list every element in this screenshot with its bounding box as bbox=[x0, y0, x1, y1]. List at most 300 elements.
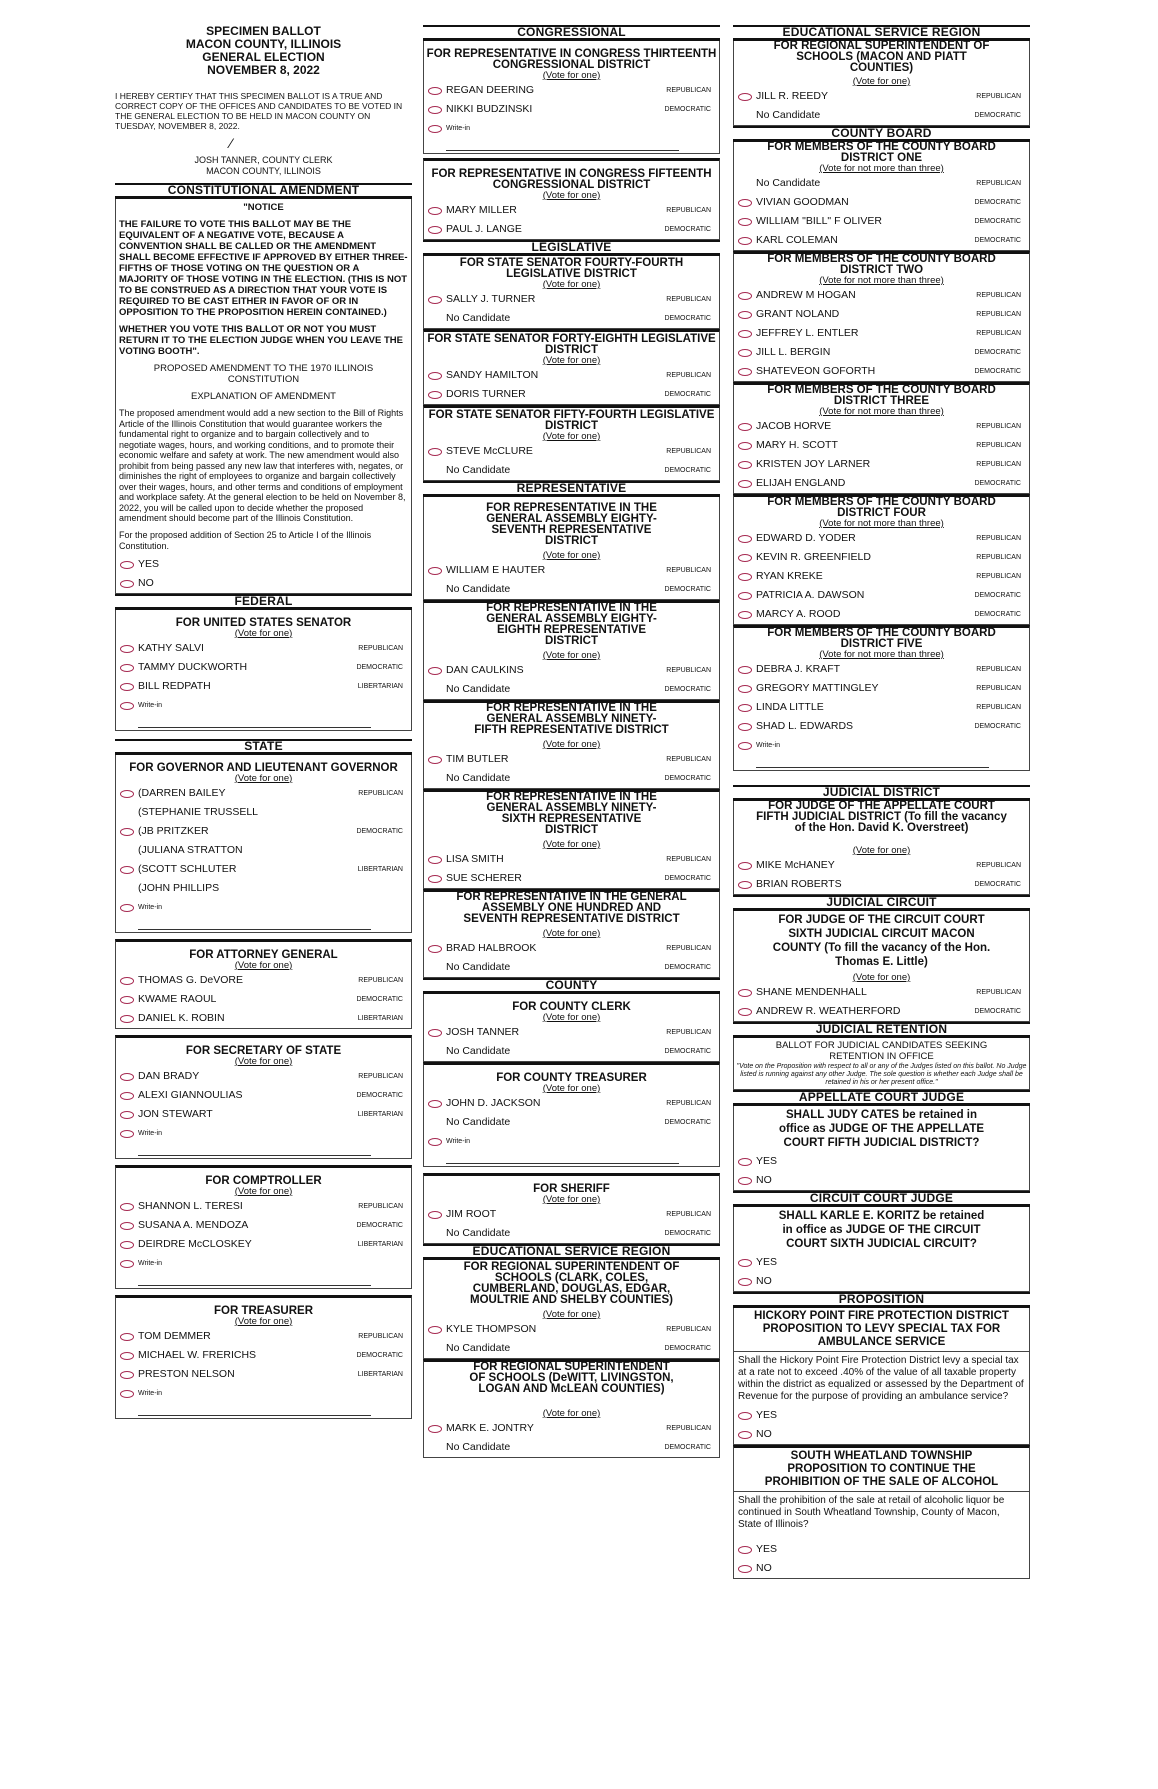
candidate-name: KATHY SALVI bbox=[138, 641, 204, 654]
ballot-oval-icon[interactable] bbox=[738, 881, 752, 889]
party-label: DEMOCRATIC bbox=[974, 611, 1021, 618]
amendment-box bbox=[115, 199, 412, 594]
ballot-oval-icon[interactable] bbox=[738, 535, 752, 543]
ballot-oval-icon[interactable] bbox=[738, 349, 752, 357]
ballot-oval-icon[interactable] bbox=[120, 1073, 134, 1081]
candidate-option[interactable] bbox=[116, 1327, 411, 1346]
candidate-name: LINDA LITTLE bbox=[756, 701, 824, 713]
party-label: REPUBLICAN bbox=[976, 180, 1021, 187]
candidate-name: JEFFREY L. ENTLER bbox=[756, 327, 859, 339]
party-label: LIBERTARIAN bbox=[357, 1370, 403, 1378]
ballot-oval-icon[interactable] bbox=[120, 1015, 134, 1023]
ballot-oval-icon[interactable] bbox=[428, 448, 442, 456]
ballot-oval-icon[interactable] bbox=[428, 296, 442, 304]
ballot-oval-icon[interactable] bbox=[738, 93, 752, 101]
ballot-oval-icon[interactable] bbox=[738, 1412, 752, 1420]
ballot-oval-icon[interactable] bbox=[428, 1211, 442, 1219]
party-label: DEMOCRATIC bbox=[664, 315, 711, 322]
candidate-option[interactable] bbox=[734, 455, 1029, 474]
ballot-oval-icon[interactable] bbox=[738, 218, 752, 226]
ballot-oval-icon[interactable] bbox=[428, 226, 442, 234]
contest-superintendent-2 bbox=[423, 1359, 720, 1458]
candidate-name: SUE SCHERER bbox=[446, 872, 522, 884]
option-label: YES bbox=[756, 1543, 778, 1555]
ballot-column-1 bbox=[115, 25, 412, 1419]
candidate-option[interactable] bbox=[424, 1205, 719, 1224]
write-in-line[interactable] bbox=[446, 142, 679, 151]
ballot-oval-icon[interactable] bbox=[428, 125, 442, 133]
write-in-option[interactable] bbox=[116, 1384, 411, 1403]
section-judicial-circuit: JUDICIAL CIRCUIT bbox=[733, 895, 1030, 911]
candidate-option[interactable] bbox=[116, 1235, 411, 1254]
ballot-oval-icon[interactable] bbox=[428, 875, 442, 883]
section-appellate-court-judge: APPELLATE COURT JUDGE bbox=[733, 1090, 1030, 1106]
option-no[interactable] bbox=[734, 1425, 1029, 1444]
option-no[interactable] bbox=[734, 1171, 1029, 1190]
ballot-oval-icon[interactable] bbox=[428, 1138, 442, 1146]
candidate-option[interactable] bbox=[734, 417, 1029, 436]
section-judicial-district: JUDICIAL DISTRICT bbox=[733, 785, 1030, 801]
notice-title: "NOTICE bbox=[243, 202, 284, 213]
ballot-oval-icon[interactable] bbox=[738, 685, 752, 693]
ballot-oval-icon[interactable] bbox=[120, 790, 134, 798]
ballot-oval-icon[interactable] bbox=[738, 480, 752, 488]
ballot-oval-icon[interactable] bbox=[120, 1241, 134, 1249]
ballot-oval-icon[interactable] bbox=[120, 664, 134, 672]
candidate-option[interactable] bbox=[734, 362, 1029, 381]
write-in-label: Write-in bbox=[138, 1389, 162, 1397]
write-in-line[interactable] bbox=[138, 719, 371, 728]
candidate-option[interactable] bbox=[734, 305, 1029, 324]
candidate-name: MARY H. SCOTT bbox=[756, 439, 838, 451]
ballot-oval-icon[interactable] bbox=[120, 996, 134, 1004]
clerk-county: MACON COUNTY, ILLINOIS bbox=[206, 166, 321, 176]
ballot-oval-icon[interactable] bbox=[428, 945, 442, 953]
ballot-oval-icon[interactable] bbox=[738, 1259, 752, 1267]
candidate-option[interactable] bbox=[734, 660, 1029, 679]
option-yes[interactable] bbox=[734, 1406, 1029, 1425]
candidate-option[interactable] bbox=[116, 1346, 411, 1365]
ballot-oval-icon[interactable] bbox=[738, 1431, 752, 1439]
candidate-option[interactable] bbox=[424, 366, 719, 385]
write-in-line[interactable] bbox=[756, 759, 989, 768]
candidate-name: PATRICIA A. DAWSON bbox=[756, 589, 865, 601]
ballot-oval-icon[interactable] bbox=[120, 1371, 134, 1379]
ballot-oval-icon[interactable] bbox=[428, 1100, 442, 1108]
candidate-option[interactable] bbox=[116, 1365, 411, 1384]
ballot-oval-icon[interactable] bbox=[738, 311, 752, 319]
ballot-oval-icon[interactable] bbox=[738, 368, 752, 376]
contest-board-district-4 bbox=[733, 494, 1030, 625]
option-label: NO bbox=[756, 1174, 772, 1186]
candidate-name: EDWARD D. YODER bbox=[756, 532, 856, 544]
retention-koritz bbox=[733, 1207, 1030, 1292]
no-candidate bbox=[424, 1113, 719, 1132]
ballot-oval-icon[interactable] bbox=[120, 580, 134, 588]
candidate-option[interactable] bbox=[424, 561, 719, 580]
candidate-option[interactable] bbox=[734, 698, 1029, 717]
ballot-oval-icon[interactable] bbox=[738, 704, 752, 712]
candidate-name: JILL R. REEDY bbox=[756, 90, 828, 102]
candidate-option[interactable] bbox=[734, 231, 1029, 250]
party-label: DEMOCRATIC bbox=[974, 199, 1021, 206]
no-candidate bbox=[424, 1042, 719, 1061]
candidate-option[interactable] bbox=[734, 529, 1029, 548]
write-in-line[interactable] bbox=[138, 1147, 371, 1156]
candidate-option[interactable] bbox=[424, 939, 719, 958]
option-no[interactable] bbox=[116, 574, 411, 593]
party-label: DEMOCRATIC bbox=[664, 106, 711, 113]
candidate-option[interactable] bbox=[424, 661, 719, 680]
candidate-option[interactable] bbox=[116, 658, 411, 677]
ballot-oval-icon[interactable] bbox=[738, 723, 752, 731]
candidate-option[interactable] bbox=[116, 677, 411, 696]
write-in-option[interactable] bbox=[424, 1132, 719, 1151]
ballot-oval-icon[interactable] bbox=[428, 667, 442, 675]
party-label: DEMOCRATIC bbox=[664, 1444, 711, 1451]
candidate-option[interactable] bbox=[424, 201, 719, 220]
candidate-option[interactable] bbox=[734, 324, 1029, 343]
retention-cates bbox=[733, 1106, 1030, 1191]
party-label: REPUBLICAN bbox=[976, 292, 1021, 299]
ballot-oval-icon[interactable] bbox=[738, 573, 752, 581]
office-title: FOR STATE SENATOR FOURTY-FOURTH LEGISLATIVE DISTRICT bbox=[459, 257, 684, 280]
candidate-option[interactable] bbox=[116, 1067, 411, 1086]
candidate-name: JACOB HORVE bbox=[756, 420, 832, 432]
write-in-line[interactable] bbox=[138, 921, 371, 930]
candidate-option[interactable] bbox=[734, 856, 1029, 875]
section-congressional: CONGRESSIONAL bbox=[423, 25, 720, 41]
ballot-oval-icon[interactable] bbox=[428, 391, 442, 399]
ballot-oval-icon[interactable] bbox=[738, 1546, 752, 1554]
candidate-option[interactable] bbox=[734, 212, 1029, 231]
vote-instruction: (Vote for one) bbox=[542, 650, 601, 661]
candidate-option[interactable] bbox=[734, 605, 1029, 624]
ballot-oval-icon[interactable] bbox=[428, 106, 442, 114]
candidate-name: TAMMY DUCKWORTH bbox=[138, 660, 248, 673]
party-label: DEMOCRATIC bbox=[356, 1351, 403, 1359]
contest-board-district-2 bbox=[733, 251, 1030, 382]
write-in-line[interactable] bbox=[138, 1407, 371, 1416]
candidate-option[interactable] bbox=[734, 567, 1029, 586]
candidate-option[interactable] bbox=[424, 442, 719, 461]
party-label: DEMOCRATIC bbox=[664, 226, 711, 233]
write-in-option[interactable] bbox=[424, 119, 719, 138]
ballot-oval-icon[interactable] bbox=[120, 1333, 134, 1341]
vote-instruction: (Vote for one) bbox=[542, 431, 601, 442]
candidate-option[interactable] bbox=[734, 586, 1029, 605]
ballot-oval-icon[interactable] bbox=[738, 292, 752, 300]
vote-instruction: (Vote for one) bbox=[542, 1194, 601, 1205]
ballot-oval-icon[interactable] bbox=[120, 904, 134, 912]
vote-instruction: (Vote for one) bbox=[542, 839, 601, 850]
party-label: REPUBLICAN bbox=[358, 644, 403, 652]
notice-text: THE FAILURE TO VOTE THIS BALLOT MAY BE THE EQUIVALENT OF A NEGATIVE VOTE, BECAUSE A CONVENTION SHALL BE CALLED OR THE AMENDMENT SHALL BECOME EFFECTIVE IF APPROVED BY EITHER THREE-FIFTHS OF THOSE VOTING ON THE QUESTION OR A MAJORITY OF THOSE VOTING IN THE ELECTION. (THIS IS NOT TO BE CONSTRUED AS A DIRECTION THAT YOUR VOTE IS REQUIRED TO BE CAST EITHER IN FAVOR OF OR IN OPPOSITION TO THE PROPOSITION HEREIN CONTAINED.) bbox=[119, 219, 408, 318]
no-candidate bbox=[424, 1339, 719, 1358]
candidate-option[interactable] bbox=[424, 869, 719, 888]
ballot-oval-icon[interactable] bbox=[738, 423, 752, 431]
candidate-option[interactable] bbox=[424, 1023, 719, 1042]
retention-instructions bbox=[733, 1038, 1030, 1090]
section-educational-service-region: EDUCATIONAL SERVICE REGION bbox=[423, 1244, 720, 1260]
ballot-oval-icon[interactable] bbox=[738, 330, 752, 338]
candidate-option[interactable] bbox=[116, 822, 411, 841]
write-in-option[interactable] bbox=[116, 1254, 411, 1273]
candidate-option[interactable] bbox=[424, 850, 719, 869]
party-label: DEMOCRATIC bbox=[664, 586, 711, 593]
signature-mark: ⁄ bbox=[230, 135, 233, 151]
office-title: FOR SHERIFF bbox=[533, 1183, 610, 1195]
candidate-name: (JB PRITZKER bbox=[138, 824, 209, 837]
candidate-name: SHANE MENDENHALL bbox=[756, 986, 867, 998]
party-label: REPUBLICAN bbox=[976, 461, 1021, 468]
candidate-option[interactable] bbox=[116, 1086, 411, 1105]
ballot-oval-icon[interactable] bbox=[738, 862, 752, 870]
party-label: DEMOCRATIC bbox=[974, 723, 1021, 730]
ballot-oval-icon[interactable] bbox=[120, 977, 134, 985]
candidate-name: No Candidate bbox=[446, 1227, 511, 1239]
write-in-line[interactable] bbox=[138, 1277, 371, 1286]
ballot-oval-icon[interactable] bbox=[120, 1130, 134, 1138]
contest-rep-87 bbox=[423, 497, 720, 600]
option-label: YES bbox=[756, 1409, 778, 1421]
candidate-option[interactable] bbox=[424, 750, 719, 769]
contest-appellate-court bbox=[733, 801, 1030, 895]
candidate-name: JIM ROOT bbox=[446, 1208, 497, 1220]
return-text: WHETHER YOU VOTE THIS BALLOT OR NOT YOU MUST RETURN IT TO THE ELECTION JUDGE WHEN YOU LEAVE THE VOTING BOOTH". bbox=[119, 324, 403, 357]
ballot-oval-icon[interactable] bbox=[120, 866, 134, 874]
ballot-oval-icon[interactable] bbox=[120, 1390, 134, 1398]
party-label: LIBERTARIAN bbox=[357, 1014, 403, 1022]
candidate-option[interactable] bbox=[734, 679, 1029, 698]
candidate-option[interactable] bbox=[734, 474, 1029, 493]
ballot-oval-icon[interactable] bbox=[738, 666, 752, 674]
candidate-name: JON STEWART bbox=[138, 1107, 213, 1120]
candidate-name: No Candidate bbox=[446, 1045, 511, 1057]
party-label: LIBERTARIAN bbox=[357, 1240, 403, 1248]
proposition-south-wheatland bbox=[733, 1445, 1030, 1579]
contest-county-clerk bbox=[423, 994, 720, 1062]
explanation-text: The proposed amendment would add a new section to the Bill of Rights Article of the Illinois Constitution that would guarantee workers the fundamental right to organize and to bargain collectively and to negotiate wages, hours, and working conditions, and to promote their economic welfare and safety at work. The new amendment would also prohibit from being passed any new law that interferes with, negates, or diminishes the right of employees to organize and bargain collectively over their wages, hours, and other terms and conditions of employment and workplace safety. At the general election to be held on November 8, 2022, you will be called upon to decide whether the proposed amendment should become part of the Illinois Constitution. bbox=[119, 408, 406, 523]
candidate-name: (DARREN BAILEY bbox=[138, 786, 226, 799]
ballot-oval-icon[interactable] bbox=[738, 742, 752, 750]
ballot-oval-icon[interactable] bbox=[120, 702, 134, 710]
option-label: NO bbox=[756, 1275, 772, 1287]
candidate-name: REGAN DEERING bbox=[446, 84, 535, 96]
candidate-option[interactable] bbox=[424, 385, 719, 404]
ballot-oval-icon[interactable] bbox=[120, 683, 134, 691]
party-label: DEMOCRATIC bbox=[974, 112, 1021, 119]
ballot-oval-icon[interactable] bbox=[120, 1092, 134, 1100]
candidate-option[interactable] bbox=[116, 1105, 411, 1124]
candidate-option[interactable] bbox=[734, 193, 1029, 212]
write-in-line[interactable] bbox=[446, 1155, 679, 1164]
contest-us-senator bbox=[115, 610, 412, 731]
candidate-option[interactable] bbox=[424, 81, 719, 100]
ballot-oval-icon[interactable] bbox=[428, 856, 442, 864]
vote-instruction: (Vote for one) bbox=[542, 70, 601, 81]
candidate-option[interactable] bbox=[734, 436, 1029, 455]
header-line: MACON COUNTY, ILLINOIS bbox=[185, 37, 342, 51]
vote-instruction: (Vote for one) bbox=[542, 355, 601, 366]
party-label: LIBERTARIAN bbox=[357, 865, 403, 873]
ballot-oval-icon[interactable] bbox=[428, 87, 442, 95]
candidate-name: GREGORY MATTINGLEY bbox=[756, 682, 879, 694]
write-in-option[interactable] bbox=[116, 898, 411, 917]
contest-rep-96 bbox=[423, 789, 720, 889]
candidate-option[interactable] bbox=[116, 1216, 411, 1235]
candidate-option[interactable] bbox=[424, 220, 719, 239]
contest-superintendent-3 bbox=[733, 41, 1030, 126]
ballot-oval-icon[interactable] bbox=[428, 567, 442, 575]
candidate-option[interactable] bbox=[116, 860, 411, 879]
candidate-option[interactable] bbox=[734, 875, 1029, 894]
header-line: GENERAL ELECTION bbox=[202, 50, 325, 64]
party-label: REPUBLICAN bbox=[976, 330, 1021, 337]
ballot-oval-icon[interactable] bbox=[738, 611, 752, 619]
office-title: FOR MEMBERS OF THE COUNTY BOARD DISTRICT FOUR bbox=[767, 496, 996, 519]
ballot-oval-icon[interactable] bbox=[120, 828, 134, 836]
office-title: FOR MEMBERS OF THE COUNTY BOARD DISTRICT THREE bbox=[767, 384, 996, 407]
ballot-oval-icon[interactable] bbox=[428, 1326, 442, 1334]
candidate-name: DEIRDRE McCLOSKEY bbox=[138, 1237, 252, 1250]
vote-instruction: (Vote for one) bbox=[542, 928, 601, 939]
ballot-oval-icon[interactable] bbox=[738, 442, 752, 450]
vote-instruction: (Vote for one) bbox=[852, 76, 911, 87]
candidate-option[interactable] bbox=[424, 290, 719, 309]
candidate-option[interactable] bbox=[734, 343, 1029, 362]
section-circuit-court-judge: CIRCUIT COURT JUDGE bbox=[733, 1191, 1030, 1207]
party-label: REPUBLICAN bbox=[666, 1425, 711, 1432]
candidate-option[interactable] bbox=[424, 100, 719, 119]
ballot-oval-icon[interactable] bbox=[120, 1111, 134, 1119]
contest-rep-107 bbox=[423, 889, 720, 978]
option-no[interactable] bbox=[734, 1559, 1029, 1578]
retention-note: "Vote on the Proposition with respect to all or any of the Judges listed on this ballot. No Judge listed is running against any other Judge. The sole question is whether each Judge shall be retained in his or her present office." bbox=[736, 1063, 1027, 1086]
candidate-name: TIM BUTLER bbox=[446, 753, 509, 765]
ballot-oval-icon[interactable] bbox=[428, 372, 442, 380]
write-in-option[interactable] bbox=[116, 1124, 411, 1143]
candidate-option[interactable] bbox=[116, 639, 411, 658]
candidate-name: SHATEVEON GOFORTH bbox=[756, 365, 876, 377]
option-label: YES bbox=[756, 1256, 778, 1268]
candidate-option[interactable] bbox=[734, 717, 1029, 736]
candidate-option[interactable] bbox=[734, 1002, 1029, 1021]
ballot-oval-icon[interactable] bbox=[120, 1260, 134, 1268]
contest-rep-88 bbox=[423, 600, 720, 700]
party-label: REPUBLICAN bbox=[358, 1072, 403, 1080]
candidate-option[interactable] bbox=[734, 548, 1029, 567]
candidate-name: No Candidate bbox=[446, 1342, 511, 1354]
contest-senate-44 bbox=[423, 256, 720, 329]
section-state: STATE bbox=[115, 739, 412, 755]
candidate-name: KWAME RAOUL bbox=[138, 992, 217, 1005]
ballot-oval-icon[interactable] bbox=[428, 1029, 442, 1037]
ballot-oval-icon[interactable] bbox=[738, 554, 752, 562]
retention-question: SHALL KARLE E. KORITZ be retained in office as JUDGE OF THE CIRCUIT COURT SIXTH JUDICIAL CIRCUIT? bbox=[778, 1210, 985, 1250]
candidate-option[interactable] bbox=[116, 990, 411, 1009]
option-yes[interactable] bbox=[116, 555, 411, 574]
write-in-label: Write-in bbox=[138, 701, 162, 709]
ballot-oval-icon[interactable] bbox=[738, 1278, 752, 1286]
candidate-name: KARL COLEMAN bbox=[756, 234, 838, 246]
candidate-name: ANDREW R. WEATHERFORD bbox=[756, 1005, 901, 1017]
ballot-oval-icon[interactable] bbox=[738, 1177, 752, 1185]
party-label: REPUBLICAN bbox=[976, 573, 1021, 580]
contest-board-district-1 bbox=[733, 142, 1030, 251]
candidate-option[interactable] bbox=[116, 971, 411, 990]
ballot-oval-icon[interactable] bbox=[428, 756, 442, 764]
office-title: FOR JUDGE OF THE CIRCUIT COURT SIXTH JUDICIAL CIRCUIT MACON COUNTY (To fill the vacancy of the Hon. Thomas E. Little) bbox=[772, 914, 991, 968]
candidate-name: No Candidate bbox=[446, 464, 511, 476]
ballot-oval-icon[interactable] bbox=[120, 561, 134, 569]
candidate-name: No Candidate bbox=[446, 961, 511, 973]
option-yes[interactable] bbox=[734, 1253, 1029, 1272]
contest-congress-13 bbox=[423, 41, 720, 154]
ballot-oval-icon[interactable] bbox=[120, 1222, 134, 1230]
section-judicial-retention: JUDICIAL RETENTION bbox=[733, 1022, 1030, 1038]
ballot-oval-icon[interactable] bbox=[120, 1352, 134, 1360]
candidate-option[interactable] bbox=[734, 983, 1029, 1002]
party-label: REPUBLICAN bbox=[666, 1100, 711, 1107]
candidate-option[interactable] bbox=[116, 1009, 411, 1028]
vote-instruction: (Vote for one) bbox=[542, 550, 601, 561]
candidate-option[interactable] bbox=[734, 286, 1029, 305]
party-label: REPUBLICAN bbox=[976, 554, 1021, 561]
candidate-name: DANIEL K. ROBIN bbox=[138, 1011, 225, 1024]
candidate-option[interactable] bbox=[424, 1419, 719, 1438]
ballot-oval-icon[interactable] bbox=[428, 207, 442, 215]
party-label: REPUBLICAN bbox=[976, 535, 1021, 542]
write-in-option[interactable] bbox=[734, 736, 1029, 755]
ballot-oval-icon[interactable] bbox=[738, 461, 752, 469]
candidate-option[interactable] bbox=[424, 1094, 719, 1113]
office-title: FOR SECRETARY OF STATE bbox=[185, 1044, 342, 1057]
write-in-option[interactable] bbox=[116, 696, 411, 715]
option-no[interactable] bbox=[734, 1272, 1029, 1291]
ballot-oval-icon[interactable] bbox=[738, 237, 752, 245]
option-label: YES bbox=[138, 557, 160, 570]
ballot-oval-icon[interactable] bbox=[738, 1158, 752, 1166]
ballot-oval-icon[interactable] bbox=[120, 645, 134, 653]
write-in-label: Write-in bbox=[138, 903, 162, 911]
ballot-oval-icon[interactable] bbox=[428, 1425, 442, 1433]
candidate-name: No Candidate bbox=[446, 1116, 511, 1128]
vote-instruction: (Vote for one) bbox=[542, 279, 601, 290]
option-yes[interactable] bbox=[734, 1152, 1029, 1171]
candidate-name: DAN CAULKINS bbox=[446, 664, 524, 676]
vote-instruction: (Vote for one) bbox=[234, 1055, 293, 1067]
candidate-option[interactable] bbox=[116, 1197, 411, 1216]
vote-instruction: (Vote for one) bbox=[542, 739, 601, 750]
candidate-option[interactable] bbox=[116, 784, 411, 803]
option-yes[interactable] bbox=[734, 1540, 1029, 1559]
candidate-name: MARCY A. ROOD bbox=[756, 608, 841, 620]
ballot-oval-icon[interactable] bbox=[738, 592, 752, 600]
candidate-name: JILL L. BERGIN bbox=[756, 346, 831, 358]
ballot-oval-icon[interactable] bbox=[120, 1203, 134, 1211]
candidate-option[interactable] bbox=[734, 87, 1029, 106]
office-title: FOR REPRESENTATIVE IN THE GENERAL ASSEMBLY EIGHTY-SEVENTH REPRESENTATIVE DISTRICT bbox=[486, 502, 657, 547]
ballot-oval-icon[interactable] bbox=[738, 989, 752, 997]
ballot-oval-icon[interactable] bbox=[738, 1008, 752, 1016]
vote-instruction: (Vote for one) bbox=[542, 1408, 601, 1419]
candidate-option[interactable] bbox=[424, 1320, 719, 1339]
ballot-oval-icon[interactable] bbox=[738, 199, 752, 207]
ballot-oval-icon[interactable] bbox=[738, 1565, 752, 1573]
candidate-name: THOMAS G. DeVORE bbox=[138, 973, 244, 986]
party-label: DEMOCRATIC bbox=[974, 349, 1021, 356]
